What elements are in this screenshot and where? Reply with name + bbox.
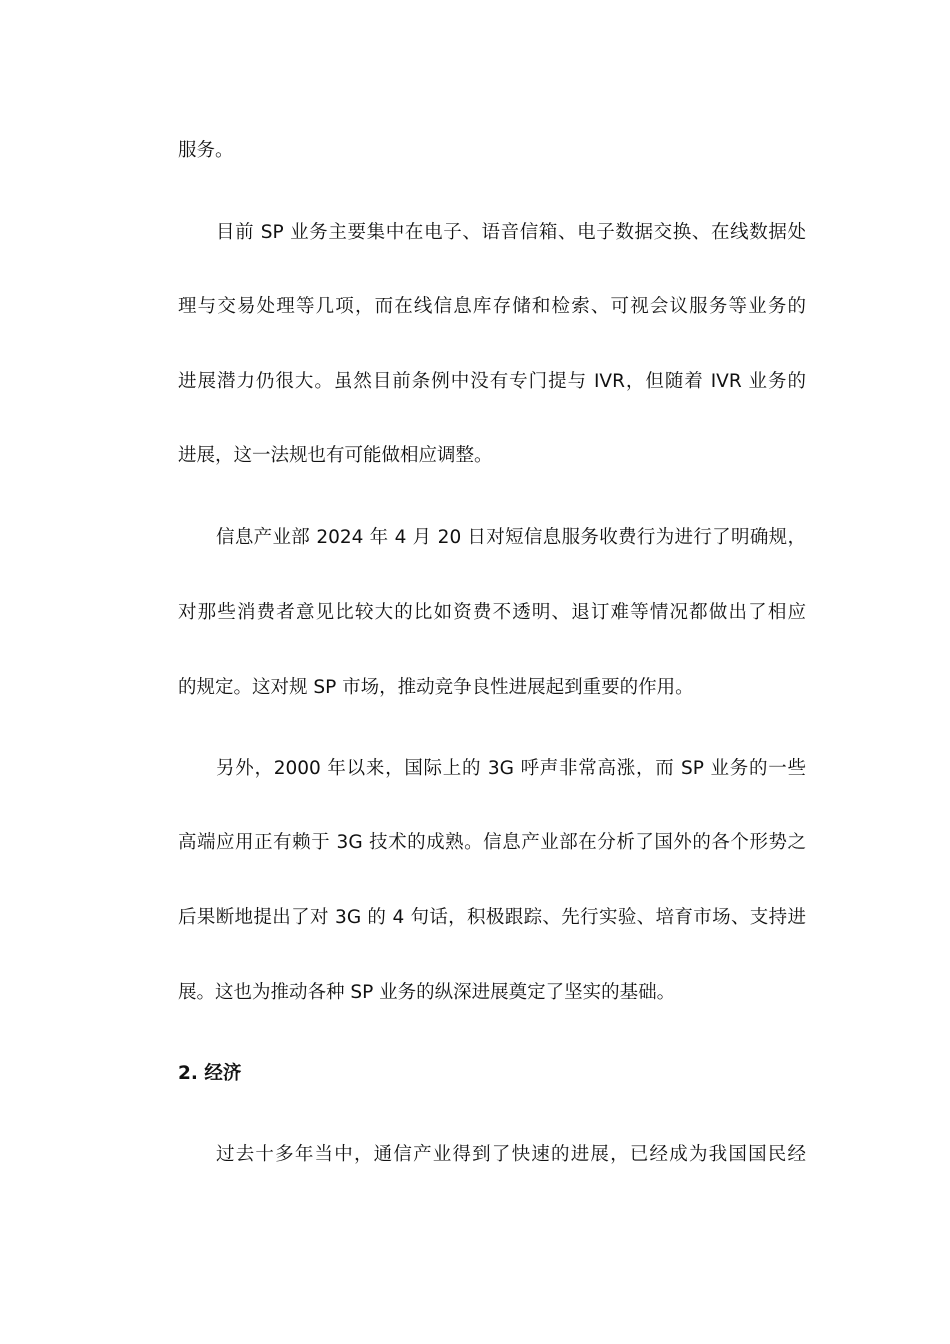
paragraph-line: 理与交易处理等几项，而在线信息库存储和检索、可视会议服务等业务的 [178,296,806,317]
paragraph-line: 服务。 [178,140,234,161]
paragraph-line: 信息产业部 2024 年 4 月 20 日对短信息服务收费行为进行了明确规， [216,527,806,548]
paragraph-line: 对那些消费者意见比较大的比如资费不透明、退订难等情况都做出了相应 [178,602,806,623]
paragraph-line: 过去十多年当中，通信产业得到了快速的进展，已经成为我国国民经 [216,1144,806,1165]
paragraph-line: 进展潜力仍很大。虽然目前条例中没有专门提与 IVR，但随着 IVR 业务的 [178,371,806,392]
paragraph-line: 的规定。这对规 SP 市场，推动竞争良性进展起到重要的作用。 [178,677,694,698]
paragraph-line: 展。这也为推动各种 SP 业务的纵深进展奠定了坚实的基础。 [178,982,676,1003]
section-heading: 2. 经济 [178,1063,242,1084]
paragraph-line: 高端应用正有赖于 3G 技术的成熟。信息产业部在分析了国外的各个形势之 [178,832,806,853]
paragraph-line: 后果断地提出了对 3G 的 4 句话，积极跟踪、先行实验、培育市场、支持进 [178,907,806,928]
paragraph-line: 进展，这一法规也有可能做相应调整。 [178,445,493,466]
paragraph-line: 目前 SP 业务主要集中在电子、语音信箱、电子数据交换、在线数据处 [216,222,806,243]
paragraph-line: 另外，2000 年以来，国际上的 3G 呼声非常高涨，而 SP 业务的一些 [216,758,806,779]
